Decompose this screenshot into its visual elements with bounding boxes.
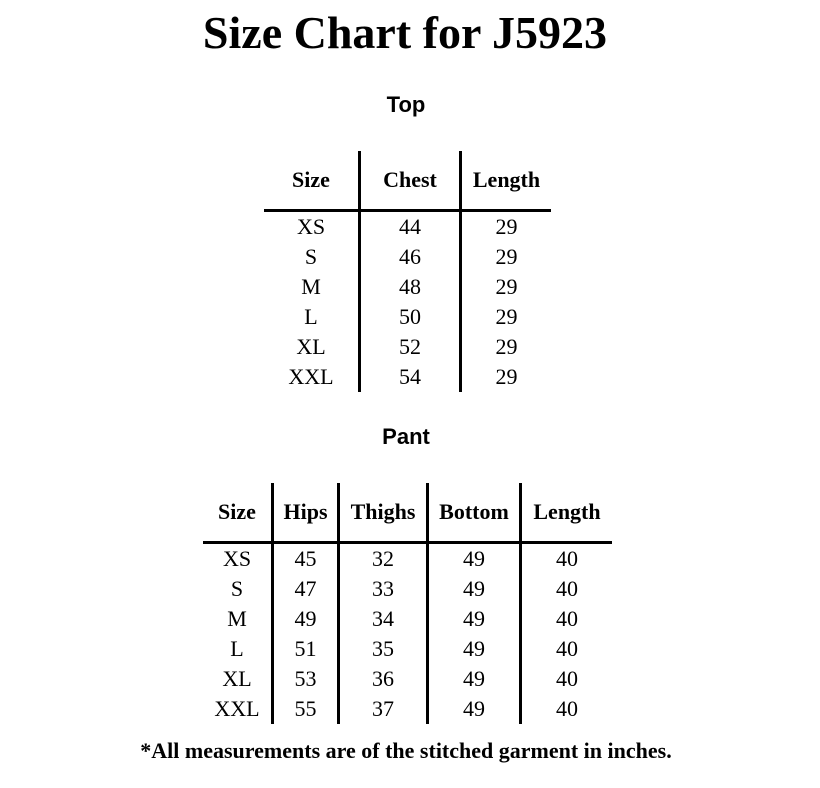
table-cell: 36 [339,664,428,694]
table-cell: 55 [273,694,339,724]
table-cell: S [230,576,244,601]
table-cell: M [227,606,247,631]
table-cell: 45 [273,543,339,575]
table-cell: L [304,304,318,329]
table-row [203,574,612,604]
table-cell: S [304,244,318,269]
header-chest: Chest [360,151,461,211]
table-cell: 29 [461,332,552,362]
table-row [203,604,612,634]
table-cell: 50 [360,302,461,332]
header-size: Size [203,483,273,543]
table-cell: 40 [521,664,613,694]
table-cell: 51 [273,634,339,664]
table-cell: 32 [339,543,428,575]
table-cell: 37 [339,694,428,724]
table-cell: 34 [339,604,428,634]
table-row [203,634,612,664]
measurement-footnote: *All measurements are of the stitched garment in inches. [140,738,672,763]
table-cell: 46 [360,242,461,272]
table-row [264,332,551,362]
table-cell: 29 [461,302,552,332]
table-header-row [264,151,551,211]
header-length: Length [461,151,552,211]
table-cell: M [301,274,321,299]
table-cell: 29 [461,242,552,272]
table-cell: 49 [428,604,521,634]
header-size: Size [264,151,360,211]
top-size-table [264,151,551,392]
table-cell: 53 [273,664,339,694]
table-cell: 49 [428,543,521,575]
table-row [264,362,551,392]
table-row [264,302,551,332]
page-title: Size Chart for J5923 [202,7,608,58]
table-cell: 40 [521,634,613,664]
table-cell: 44 [360,211,461,243]
table-cell: 54 [360,362,461,392]
table-cell: XXL [288,364,334,389]
header-hips: Hips [273,483,339,543]
table-cell: 35 [339,634,428,664]
table-cell: 49 [428,574,521,604]
table-cell: XL [296,334,326,359]
table-cell: 29 [461,362,552,392]
table-row [264,211,551,243]
table-row [203,694,612,724]
table-cell: 40 [521,694,613,724]
table-cell: 49 [428,694,521,724]
table-cell: 49 [273,604,339,634]
table-cell: XXL [214,696,260,721]
table-cell: 33 [339,574,428,604]
header-bottom: Bottom [428,483,521,543]
table-cell: XS [222,546,252,571]
table-cell: 29 [461,211,552,243]
pant-size-table [203,483,612,724]
table-row [264,272,551,302]
table-cell: 49 [428,664,521,694]
table-header-row [203,483,612,543]
top-section-title: Top [386,92,426,117]
header-length: Length [521,483,613,543]
table-cell: 40 [521,574,613,604]
table-cell: 52 [360,332,461,362]
table-cell: 40 [521,543,613,575]
table-cell: 29 [461,272,552,302]
table-row [203,664,612,694]
pant-section-title: Pant [382,424,430,449]
table-cell: 48 [360,272,461,302]
header-thighs: Thighs [339,483,428,543]
table-cell: XS [296,214,326,239]
table-row [264,242,551,272]
table-row [203,543,612,575]
table-cell: L [230,636,244,661]
table-cell: 40 [521,604,613,634]
table-cell: 47 [273,574,339,604]
table-cell: XL [222,666,252,691]
table-cell: 49 [428,634,521,664]
